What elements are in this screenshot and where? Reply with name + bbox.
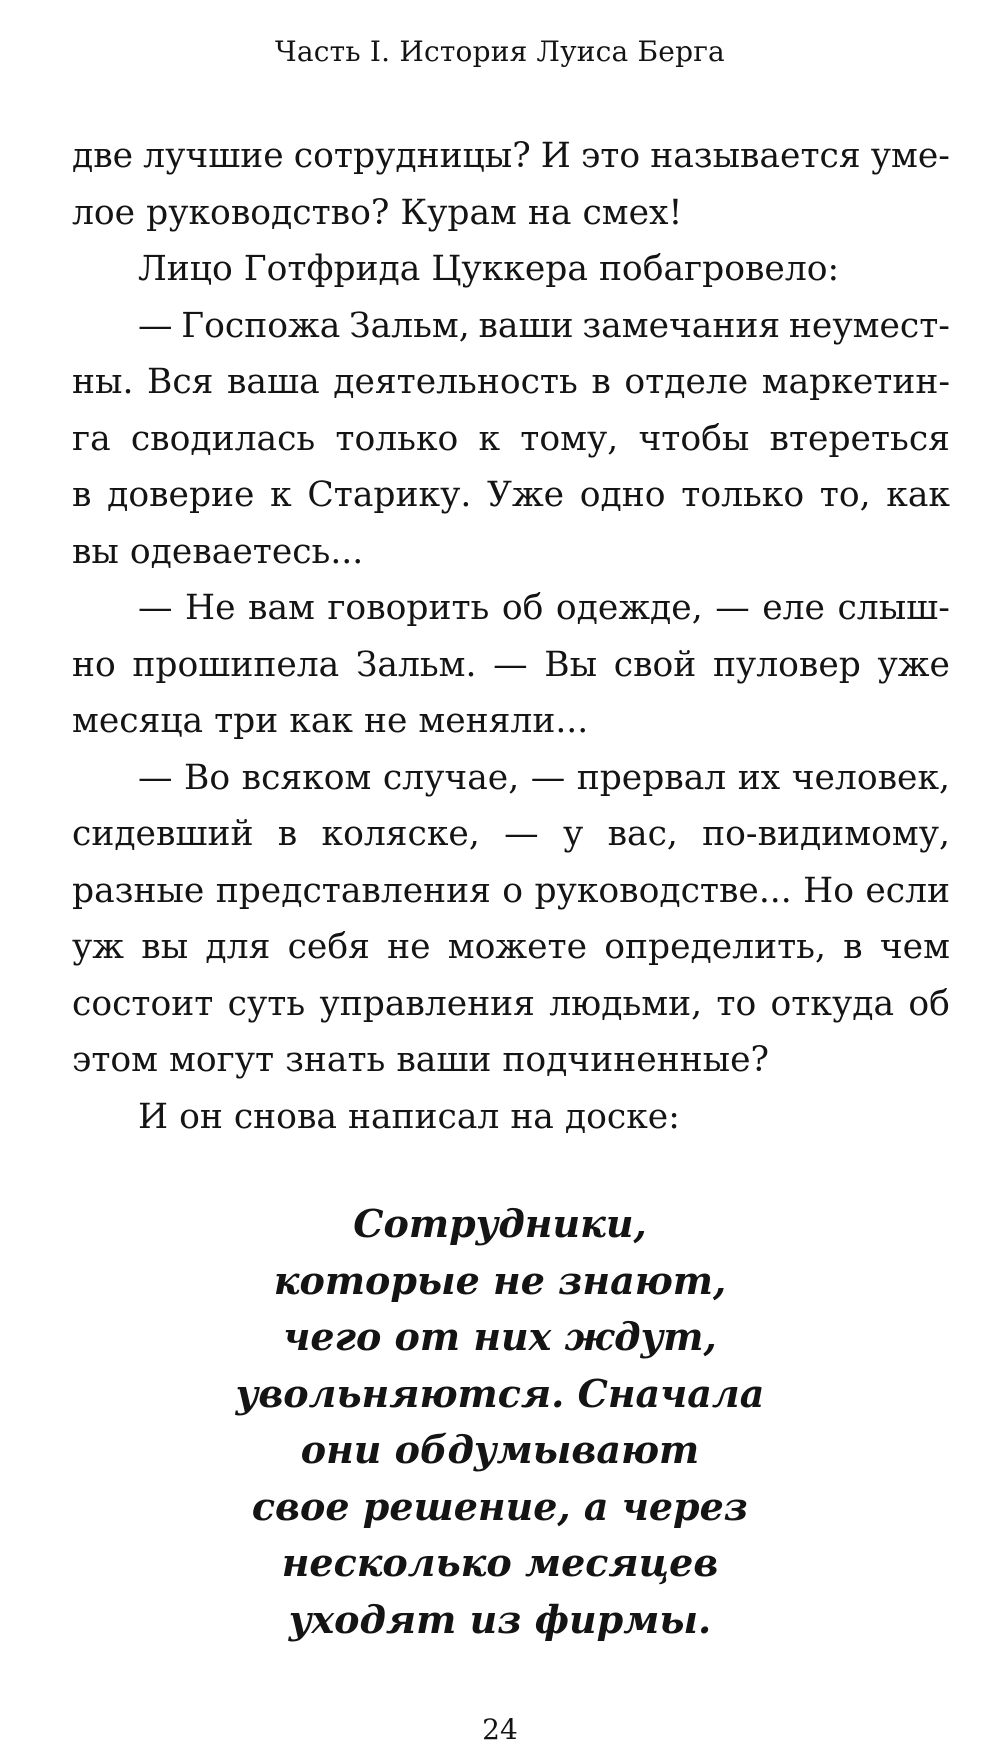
word: для — [205, 927, 271, 967]
word: только — [335, 418, 459, 459]
word: всяком — [241, 757, 372, 798]
word: сводилась — [130, 418, 316, 459]
word: на — [527, 192, 572, 233]
word: Вся — [146, 362, 214, 402]
word: вас, — [607, 814, 678, 854]
word: побагровело: — [598, 249, 840, 289]
text-line — [72, 241, 950, 298]
word: только — [681, 475, 805, 515]
word: человек, — [791, 757, 950, 798]
word: — — [504, 814, 539, 854]
word: одежде, — [555, 588, 703, 628]
text-line — [72, 1089, 950, 1146]
quote-line: которые не знают, — [273, 1257, 727, 1303]
word: представления — [215, 870, 491, 911]
word: — — [138, 588, 173, 628]
word: смех! — [582, 192, 683, 233]
word: Госпожа — [181, 305, 341, 346]
word: подчиненные? — [502, 1040, 769, 1080]
word: Зальм. — [355, 644, 477, 685]
word: ваши — [478, 305, 574, 346]
word: свой — [613, 644, 697, 685]
word: о — [502, 870, 524, 911]
word: как — [289, 701, 353, 741]
word: доверие — [107, 475, 255, 515]
word: суть — [227, 983, 306, 1024]
running-header: Часть I. История Луиса Берга — [275, 35, 725, 68]
word: деятельность — [333, 362, 578, 402]
word: руководстве... — [534, 870, 792, 911]
word: — — [530, 757, 566, 798]
word: еле — [762, 588, 825, 628]
quote-line: уходят из фирмы. — [288, 1596, 712, 1642]
word: — — [493, 644, 528, 685]
text-line — [72, 750, 950, 807]
word: чем — [879, 927, 950, 967]
word: ваша — [227, 362, 320, 402]
word: отделе — [624, 362, 749, 402]
word: Зальм, — [349, 305, 470, 346]
word: то, — [819, 475, 871, 515]
word: это — [580, 136, 641, 176]
word: уж — [72, 927, 125, 967]
text-line — [72, 693, 950, 750]
word: прервал — [576, 757, 727, 798]
word: уме- — [870, 136, 950, 176]
word: управления — [319, 983, 535, 1024]
word: но — [72, 644, 116, 685]
word: меняли... — [418, 701, 589, 741]
word: втереться — [769, 418, 950, 459]
word: к — [270, 475, 292, 515]
word: Старику. — [307, 475, 472, 515]
word: Лицо — [138, 249, 233, 289]
word: знать — [285, 1040, 386, 1080]
word: прошипела — [132, 644, 340, 685]
text-line — [72, 806, 950, 863]
text-line — [72, 1032, 950, 1089]
word: одеваетесь... — [129, 531, 364, 572]
word: три — [214, 701, 279, 741]
word: в — [591, 362, 611, 402]
word: га — [72, 418, 111, 459]
word: разные — [72, 870, 205, 911]
word: уже — [877, 644, 950, 685]
word: коляске, — [321, 814, 480, 854]
text-line — [72, 863, 950, 920]
word: ны. — [72, 362, 134, 402]
word: лое — [72, 192, 136, 233]
word: не — [363, 701, 408, 741]
word: то — [716, 983, 757, 1024]
word: людьми, — [549, 983, 703, 1024]
word: если — [865, 870, 950, 911]
word: вы — [141, 927, 189, 967]
word: И — [540, 136, 571, 176]
word: написал — [347, 1096, 500, 1137]
word: их — [737, 757, 781, 798]
word: месяца — [72, 701, 204, 741]
word: в — [72, 475, 92, 515]
word: Но — [803, 870, 854, 911]
word: снова — [233, 1096, 337, 1137]
word: не — [387, 927, 431, 967]
page-number: 24 — [482, 1713, 518, 1746]
word: лучшие — [143, 136, 284, 176]
word: вам — [248, 588, 315, 628]
word: тому, — [520, 418, 619, 459]
word: слыш- — [837, 588, 950, 628]
word: И — [138, 1096, 169, 1137]
text-line — [72, 354, 950, 411]
quote-line: увольняются. Сначала — [235, 1370, 765, 1416]
text-line — [72, 467, 950, 524]
word: Вы — [544, 644, 598, 685]
word: — — [715, 588, 750, 628]
word: маркетин- — [761, 362, 950, 402]
quote-line: несколько месяцев — [281, 1540, 719, 1585]
word: Во — [184, 757, 231, 798]
word: он — [179, 1096, 223, 1137]
word: как — [886, 475, 950, 515]
word: Не — [185, 588, 236, 628]
quote-line: они обдумывают — [300, 1427, 700, 1472]
word: определить, — [604, 927, 826, 967]
word: вы — [72, 531, 119, 572]
text-line — [72, 524, 950, 581]
word: по-видимому, — [702, 814, 950, 854]
text-line — [72, 637, 950, 694]
word: об — [501, 588, 544, 628]
word: в — [277, 814, 298, 854]
word: к — [478, 418, 501, 459]
highlighted-quote — [0, 1196, 1000, 1648]
word: Цуккера — [431, 249, 588, 289]
word: — — [138, 305, 173, 346]
text-line — [72, 298, 950, 355]
text-line — [72, 919, 950, 976]
word: Готфрида — [243, 249, 421, 289]
word: у — [562, 814, 584, 854]
text-line — [72, 411, 950, 468]
word: одно — [579, 475, 666, 515]
word: могут — [169, 1040, 275, 1080]
text-line — [72, 580, 950, 637]
word: — — [138, 757, 173, 798]
word: доске: — [564, 1096, 680, 1137]
text-line — [72, 185, 950, 242]
word: сотрудницы? — [293, 136, 531, 176]
word: Уже — [487, 475, 565, 515]
word: замечания — [582, 305, 781, 346]
word: на — [510, 1096, 554, 1137]
word: случае, — [382, 757, 520, 798]
word: откуда — [770, 983, 895, 1024]
word: называется — [650, 136, 861, 176]
body-text — [72, 128, 950, 1145]
quote-line: Сотрудники, — [353, 1201, 647, 1246]
word: пуловер — [712, 644, 861, 685]
quote-line: свое решение, а через — [251, 1483, 749, 1529]
quote-line: чего от них ждут, — [283, 1314, 717, 1359]
word: ваши — [396, 1040, 492, 1080]
text-line — [72, 976, 950, 1033]
word: две — [72, 136, 134, 176]
word: руководство? — [146, 192, 390, 233]
word: говорить — [327, 588, 490, 628]
text-line — [72, 128, 950, 185]
word: состоит — [72, 983, 214, 1024]
word: чтобы — [638, 418, 750, 459]
word: в — [843, 927, 863, 967]
word: можете — [447, 927, 588, 967]
word: Курам — [400, 192, 517, 233]
word: сидевший — [72, 814, 254, 854]
word: неумест‑ — [788, 305, 950, 346]
word: себя — [287, 927, 370, 967]
word: об — [908, 983, 950, 1024]
word: этом — [72, 1040, 159, 1080]
